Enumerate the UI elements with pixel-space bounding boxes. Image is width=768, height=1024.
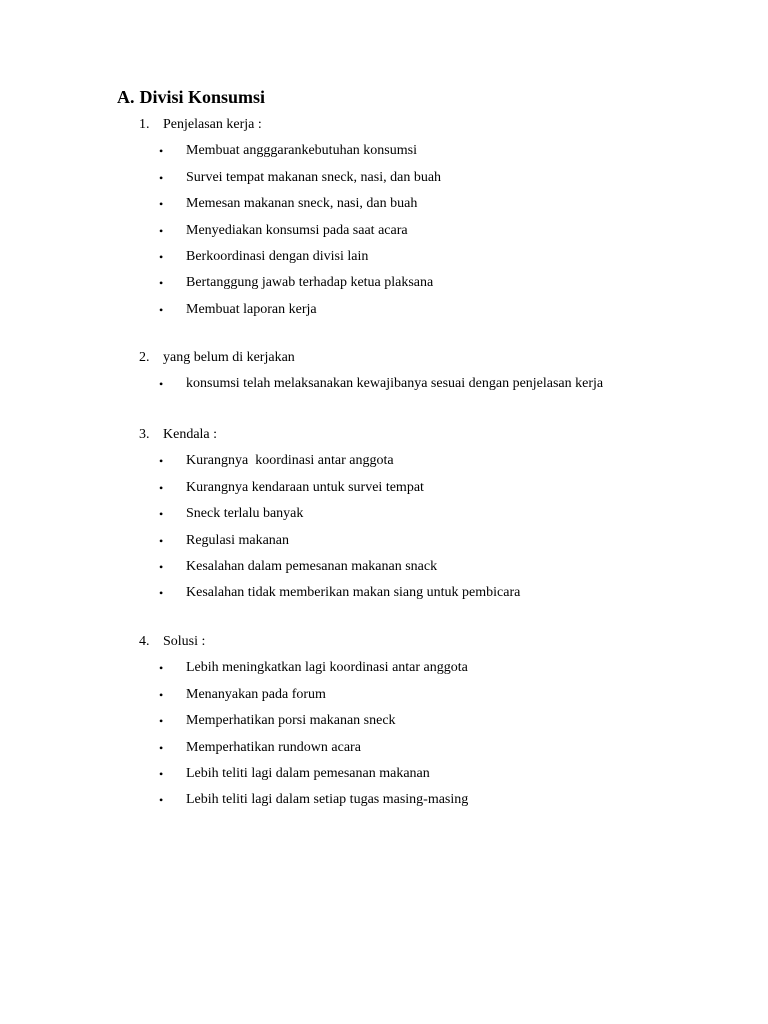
section-header [139, 349, 739, 367]
list-item [139, 505, 739, 523]
bullet-icon: • [159, 480, 164, 495]
section-penjelasan-kerja [139, 116, 739, 319]
list-item [139, 659, 739, 677]
bullet-icon: • [159, 144, 164, 159]
bullet-icon: • [159, 793, 164, 808]
bullet-icon: • [159, 197, 164, 212]
section-number: 4. [139, 634, 150, 649]
heading-title: Divisi Konsumsi [139, 87, 266, 107]
list-item [139, 195, 739, 213]
list-item-text: Sneck terlalu banyak [186, 506, 304, 522]
list-item [139, 739, 739, 757]
section-number: 2. [139, 350, 150, 365]
list-item-text: Kesalahan tidak memberikan makan siang untuk pembicara [186, 585, 521, 601]
list-item [139, 686, 739, 704]
list-item-text: Lebih teliti lagi dalam setiap tugas masing-masing [186, 792, 469, 808]
bullet-icon: • [159, 687, 164, 702]
list-item-text: Menanyakan pada forum [186, 686, 326, 702]
list-item [139, 532, 739, 550]
list-item [139, 375, 739, 393]
bullet-icon: • [159, 223, 164, 238]
heading-marker: A. [117, 87, 135, 107]
section-title: Solusi : [163, 634, 206, 649]
list-item-text: Memesan makanan sneck, nasi, dan buah [186, 196, 418, 212]
bullet-icon: • [159, 586, 164, 601]
section-title: Kendala : [163, 427, 218, 442]
section-header [139, 633, 739, 651]
bullet-icon: • [159, 170, 164, 185]
bullet-icon: • [159, 559, 164, 574]
bullet-list [139, 142, 739, 318]
bullet-list [139, 375, 739, 393]
list-item [139, 301, 739, 319]
list-item [139, 274, 739, 292]
list-item-text: Bertanggung jawab terhadap ketua plaksana [186, 275, 434, 291]
section-title: yang belum di kerjakan [163, 350, 295, 365]
bullet-list [139, 659, 739, 809]
bullet-icon: • [159, 249, 164, 264]
list-item-text: Lebih meningkatkan lagi koordinasi antar anggota [186, 660, 468, 676]
bullet-icon: • [159, 507, 164, 522]
list-item-text: Membuat laporan kerja [186, 301, 317, 317]
list-item-text: Menyediakan konsumsi pada saat acara [186, 222, 408, 238]
list-item-text: Memperhatikan porsi makanan sneck [186, 713, 396, 729]
bullet-icon: • [159, 766, 164, 781]
section-title: Penjelasan kerja : [163, 117, 262, 132]
bullet-icon: • [159, 302, 164, 317]
list-item [139, 452, 739, 470]
section-solusi [139, 633, 739, 809]
list-item-text: Survei tempat makanan sneck, nasi, dan buah [186, 169, 442, 185]
list-item [139, 584, 739, 602]
section-kendala [139, 426, 739, 602]
list-item [139, 558, 739, 576]
bullet-icon: • [159, 714, 164, 729]
list-item [139, 169, 739, 187]
list-item [139, 142, 739, 160]
bullet-list [139, 452, 739, 602]
section-header [139, 116, 739, 134]
section-number: 1. [139, 117, 150, 132]
list-item [139, 248, 739, 266]
bullet-icon: • [159, 661, 164, 676]
bullet-icon: • [159, 454, 164, 469]
list-item-text: Berkoordinasi dengan divisi lain [186, 248, 369, 264]
list-item-text: konsumsi telah melaksanakan kewajibanya sesuai dengan penjelasan kerja [186, 376, 604, 392]
list-item-text: Kurangnya kendaraan untuk survei tempat [186, 479, 424, 495]
list-item-text: Kurangnya koordinasi antar anggota [186, 453, 394, 469]
list-item-text: Lebih teliti lagi dalam pemesanan makanan [186, 765, 430, 781]
list-item [139, 479, 739, 497]
document-heading [117, 86, 265, 108]
list-item-text: Memperhatikan rundown acara [186, 739, 361, 755]
list-item [139, 791, 739, 809]
bullet-icon: • [159, 740, 164, 755]
list-item-text: Membuat angggarankebutuhan konsumsi [186, 143, 417, 159]
list-item-text: Kesalahan dalam pemesanan makanan snack [186, 558, 438, 574]
list-item [139, 765, 739, 783]
bullet-icon: • [159, 533, 164, 548]
bullet-icon: • [159, 276, 164, 291]
section-number: 3. [139, 427, 150, 442]
list-item [139, 712, 739, 730]
list-item [139, 222, 739, 240]
list-item-text: Regulasi makanan [186, 532, 290, 548]
section-belum-dikerjakan [139, 349, 739, 393]
section-header [139, 426, 739, 444]
bullet-icon: • [159, 377, 164, 392]
